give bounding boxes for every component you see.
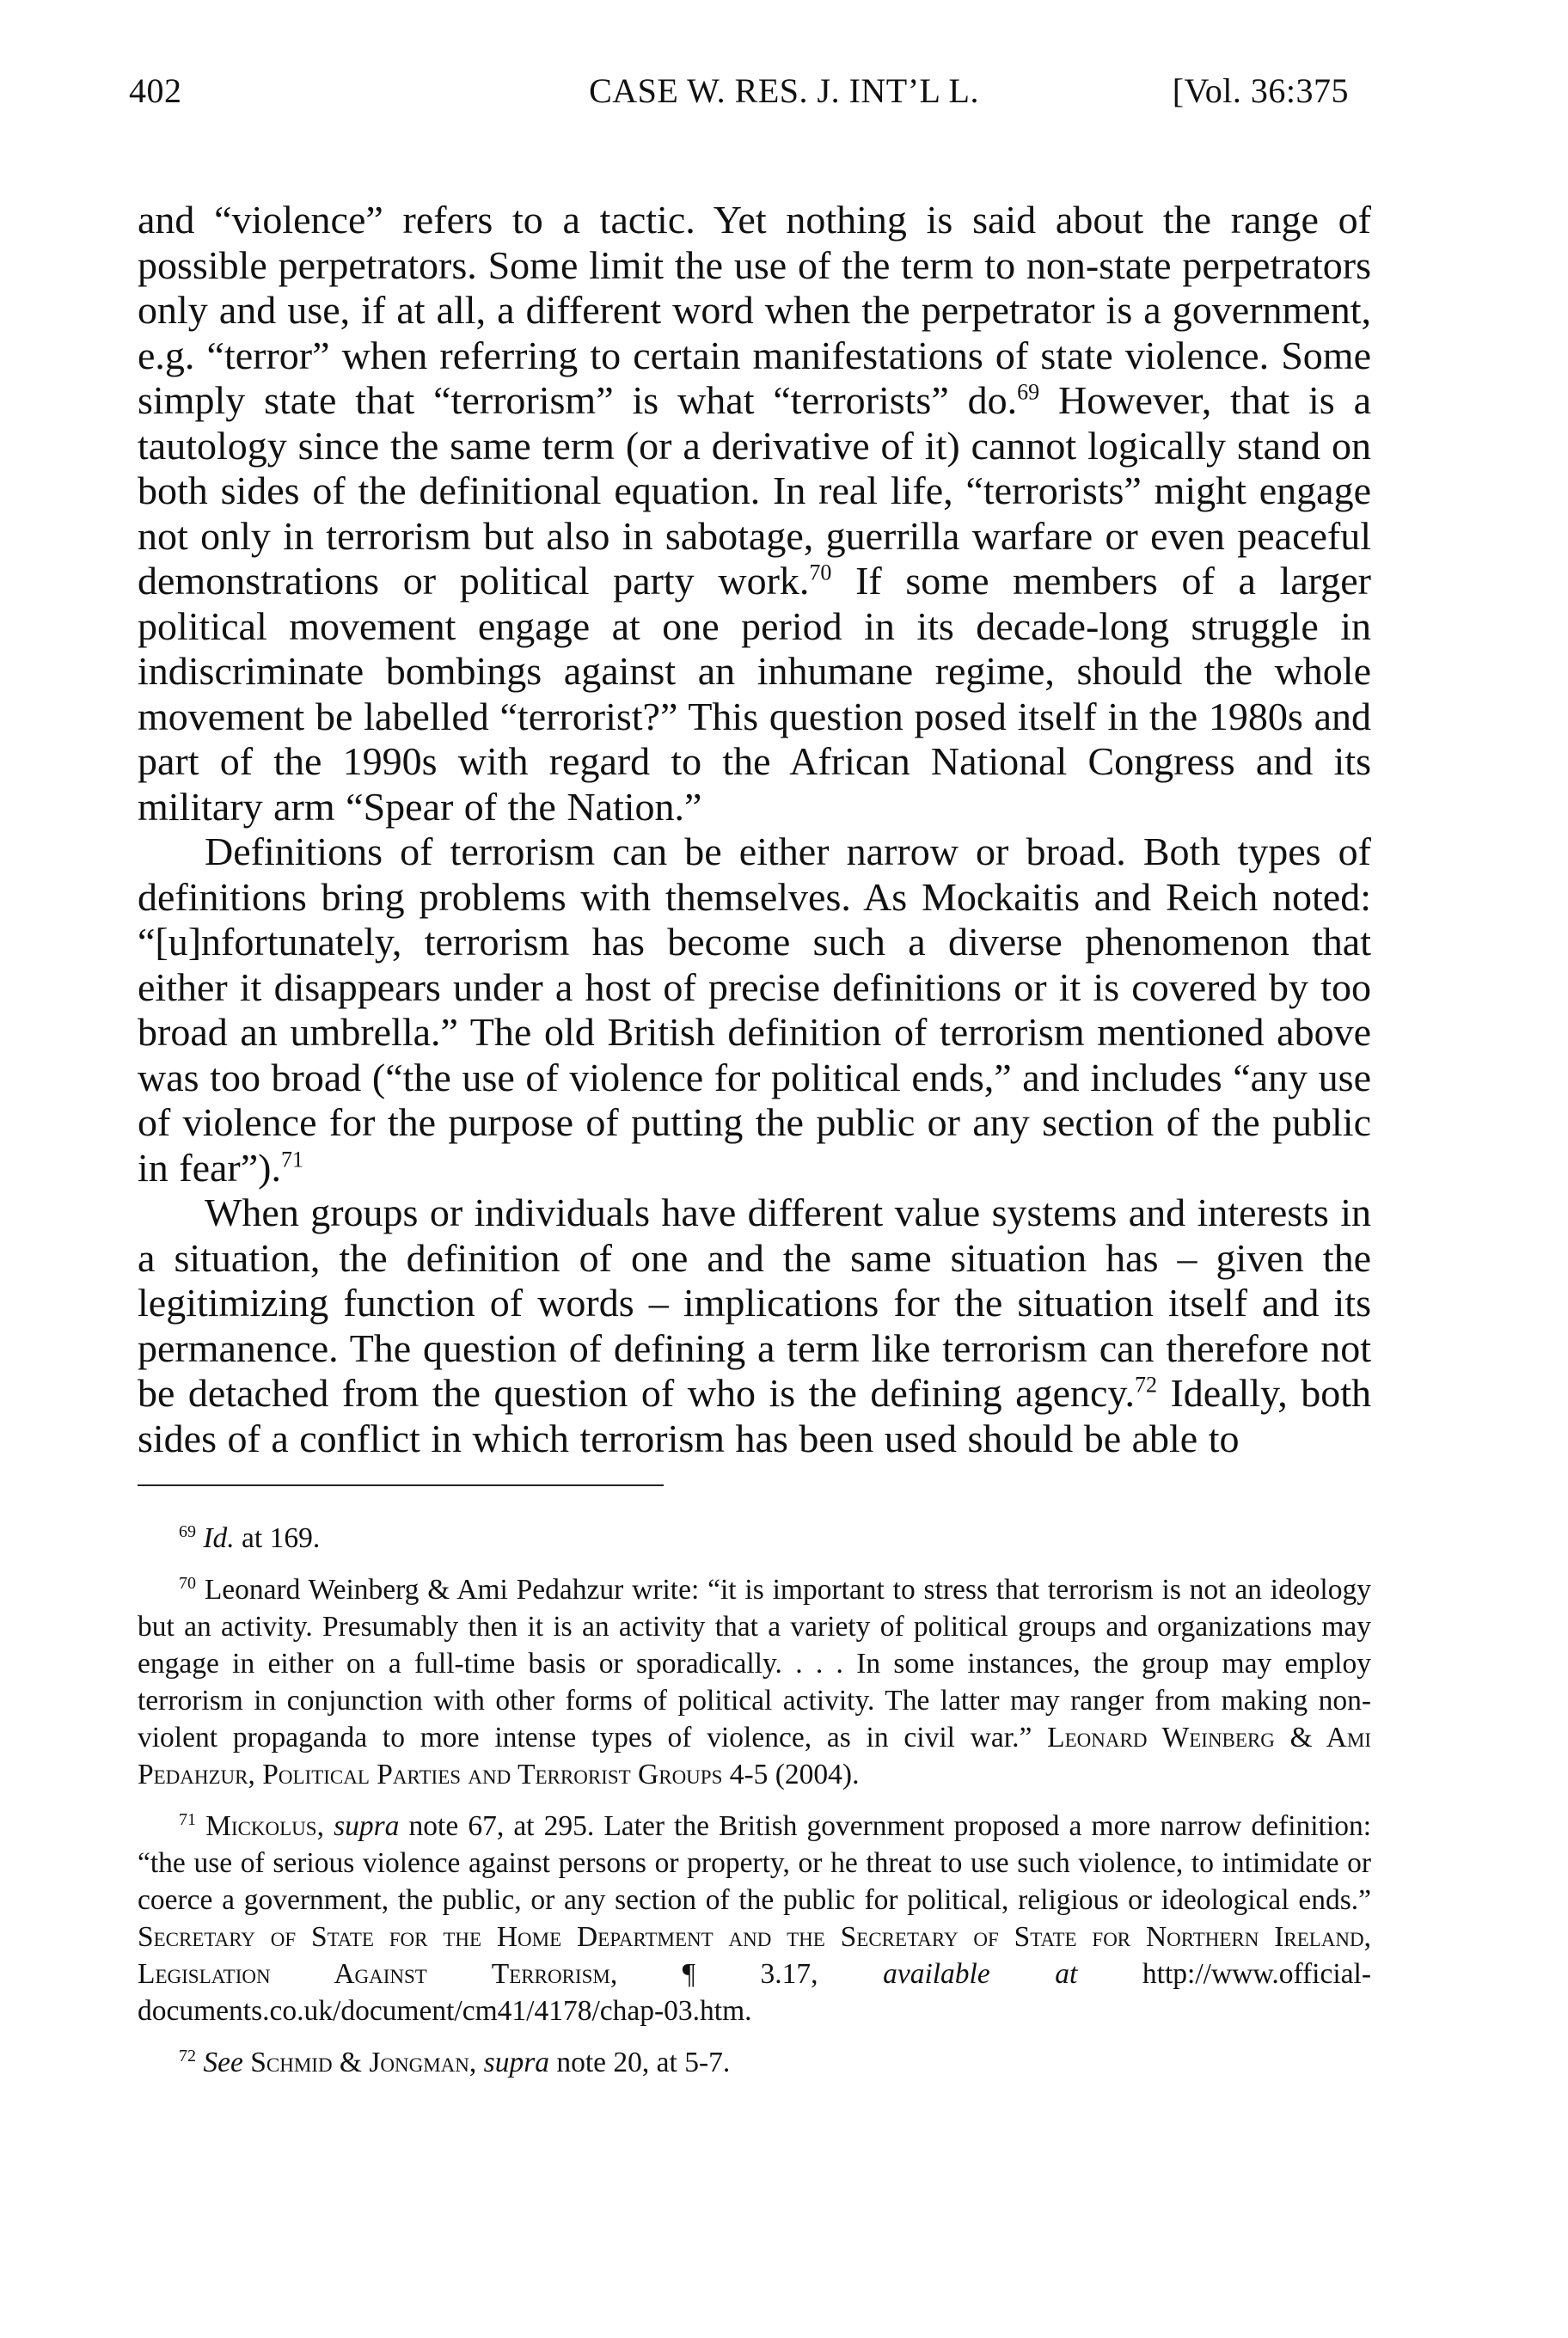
body-text-run: Definitions of terrorism can be either narrow or broad. Both types of definitions bring problems with themselves. As Mockaitis and Reich noted: “[u]nfortunately, terrorism has become such a diverse phenomenon that either it disappears under a host of precise definitions or it is covered by too broad an umbrella.” The old British definition of terrorism mentioned above was too broad (“the use of violence for political ends,” and includes “any use of violence for the purpose of putting the public or any section of the public in fear”). <box>138 829 1371 1190</box>
body-text-run: Ideally, both sides of a conflict in which terrorism has been used should be able to <box>138 1371 1371 1460</box>
footnote-see-signal: See <box>203 2047 243 2078</box>
footnote-text: Leonard Weinberg & Ami Pedahzur write: “it is important to stress that terrorism is not an ideology but an activity. Presumably then it is an activity that a variety of political groups and organizations may engage in either on a full-time basis or sporadically. . . . In some instances, the group may employ terrorism in conjunction with other forms of political activity. The latter may ranger from making non-violent propaganda to more intense types of violence, as in civil war.” <box>138 1574 1371 1754</box>
footnote-ref-69: 69 <box>1017 379 1040 405</box>
footnote-text: 4-5 (2004). <box>722 1759 860 1790</box>
footnote-ref-71: 71 <box>281 1147 303 1172</box>
footnote-divider <box>138 1484 664 1486</box>
page-number: 402 <box>129 71 182 110</box>
footnote-number: 69 <box>179 1521 196 1541</box>
footnote-ref-70: 70 <box>809 560 832 585</box>
body-text-run: If some members of a larger political movement engage at one period in its decade-long struggle in indiscriminate bombings against an inhumane regime, should the whole movement be labelled “terrorist?” This question posed itself in the 1980s and part of the 1990s with regard to the African National Congress and its military arm “Spear of the Nation.” <box>138 559 1371 829</box>
body-paragraph-3 <box>138 1190 1371 1461</box>
running-header-journal: CASE W. RES. J. INT’L L. <box>589 71 979 110</box>
body-text <box>138 198 1371 1461</box>
footnote-71 <box>138 1808 1371 2029</box>
footnote-text: at 169. <box>234 1522 321 1554</box>
footnote-number: 72 <box>179 2046 196 2066</box>
footnote-text: note 67, at 295. Later the British government proposed a more narrow definition: “the use of serious violence against persons or property, or he threat to use such violence, to intimidate or coerce a government, the public, or any section of the public for political, religious or ideological ends.” <box>138 1810 1372 1916</box>
footnote-number: 70 <box>179 1573 196 1593</box>
footnotes <box>138 1520 1371 2096</box>
footnote-number: 71 <box>179 1809 196 1829</box>
footnote-ref-72: 72 <box>1134 1372 1157 1398</box>
footnote-author: Schmid & Jongman, <box>242 2047 477 2078</box>
body-paragraph-1 <box>138 198 1371 829</box>
footnote-citation: Leonard Weinberg & Ami Pedahzur, Political Parties and Terrorist Groups <box>138 1722 1371 1790</box>
footnote-available-at: available at <box>883 1958 1078 1990</box>
footnote-citation: Secretary of State for the Home Department and the Secretary of State for Northern Ireland, Legislation Against Terrorism, <box>138 1921 1371 1990</box>
footnote-72 <box>138 2044 1371 2081</box>
running-header-volume: [Vol. 36:375 <box>1172 71 1349 110</box>
footnote-url: http://www.official-documents.co.uk/document/cm41/4178/chap-03.htm. <box>138 1958 1372 2027</box>
body-text-run: When groups or individuals have different value systems and interests in a situation, the definition of one and the same situation has – given the legitimizing function of words – implications for the situation itself and its permanence. The question of defining a term like terrorism can therefore not be detached from the question of who is the defining agency. <box>138 1190 1371 1415</box>
footnote-text: ¶ 3.17, <box>617 1958 884 1990</box>
footnote-text: note 20, at 5-7. <box>548 2047 731 2078</box>
footnote-supra: supra <box>483 2047 549 2078</box>
footnote-supra: supra <box>334 1810 400 1842</box>
footnote-70 <box>138 1571 1371 1793</box>
footnote-69 <box>138 1520 1371 1557</box>
body-paragraph-2 <box>138 829 1371 1190</box>
footnote-author: Mickolus, <box>205 1810 324 1842</box>
body-text-run: However, that is a tautology since the same term (or a derivative of it) cannot logically stand on both sides of the definitional equation. In real life, “terrorists” might engage not only in terrorism but also in sabotage, guerrilla warfare or even peaceful demonstrations or political party work. <box>138 378 1371 603</box>
footnote-id-signal: Id. <box>203 1522 235 1554</box>
body-text-run: and “violence” refers to a tactic. Yet nothing is said about the range of possible perpetrators. Some limit the use of the term to non-state perpetrators only and use, if at all, a different word when the perpetrator is a government, e.g. “terror” when referring to certain manifestations of state violence. Some simply state that “terrorism” is what “terrorists” do. <box>138 198 1371 422</box>
